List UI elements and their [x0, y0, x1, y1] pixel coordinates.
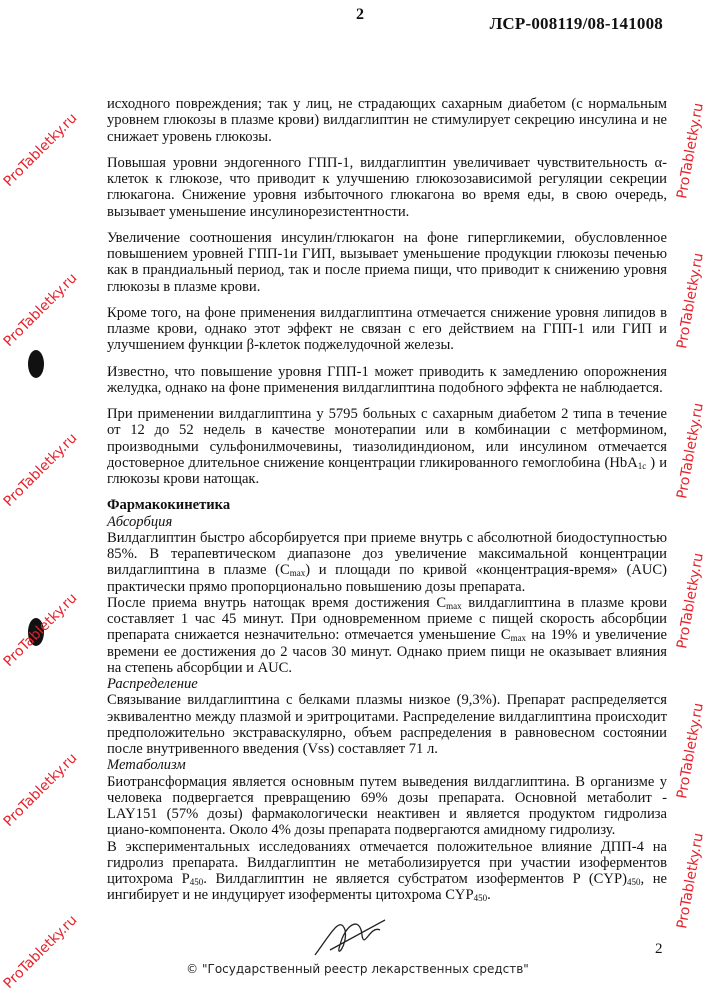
text-run: Повышая уровни эндогенного ГПП-1, вилдаглиптин увеличивает чувствительность α-клеток к глюкозе, что приводит к улучшению глюкозозависимой регуляции секреции глюкагона. Снижение уровня избыточного глюкагона во время еды, в свою очередь, вызывает уменьшение инсулинорезистентности. — [107, 154, 667, 220]
text-run: вилдаглиптина в плазме крови составляет 1 час 45 минут. При одновременном приеме с пищей скорость абсорбции препарата снижается незначительно: отмечается уменьшение C — [107, 594, 668, 644]
text-run: При применении вилдаглиптина у 5795 больных с сахарным диабетом 2 типа в течение от 12 до 52 недель в качестве монотерапии или в комбинации с метформином, производными сульфонилмочевины, тиазолидиндионом, или инсулином отмечается достоверное длительное снижение концентрации гликированного гемоглобина (HbA — [107, 406, 667, 471]
text-run: Метаболизм — [107, 757, 186, 774]
text-run: Биотрансформация является основным путем выведения вилдаглиптина. В организме у человека подвергается превращению 69% дозы препарата. Основной метаболит - LAY151 (57% дозы) фармакологически неактивен и является продуктом гидролиза циано-компонента. Около 4% дозы препарата подвергаются амидному гидролизу. — [107, 773, 667, 839]
text-run: , не ингибирует и не индуцирует изоферменты цитохрома CYP — [107, 871, 667, 904]
scan-hole-mark — [28, 350, 44, 378]
watermark: ProTabletky.ru — [674, 831, 707, 930]
text-run: Распределение — [107, 676, 198, 692]
watermark: ProTabletky.ru — [0, 750, 81, 830]
paragraph — [107, 774, 667, 839]
signature — [310, 905, 390, 960]
paragraph — [107, 406, 667, 487]
watermark: ProTabletky.ru — [0, 110, 81, 190]
section-heading — [107, 497, 667, 513]
text-run: Кроме того, на фоне применения вилдаглиптина отмечается снижение уровня липидов в плазме крови, однако этот эффект не связан с его действием на ГПП-1 или ГИП и улучшением функции β-клеток поджелудочной железы. — [107, 304, 667, 354]
subscript: max — [289, 568, 306, 579]
paragraph — [107, 839, 667, 904]
watermark: ProTabletky.ru — [0, 430, 81, 510]
text-run: Фармакокинетика — [107, 497, 231, 514]
subsection-heading — [107, 514, 667, 530]
text-run: ) и площади по кривой «концентрация-время» (AUC) практически прямо пропорционально повышению дозы препарата. — [107, 562, 667, 595]
paragraph — [107, 230, 667, 295]
subscript: 1c — [637, 460, 647, 471]
text-run: Связывание вилдаглиптина с белками плазмы низкое (9,3%). Препарат распределяется эквивалентно между плазмой и эритроцитами. Распределение вилдаглиптина происходит предположительно экстраваскулярно, объем распределения в равновесном состоянии после внутривенного введения (Vss) составляет 71 л. — [107, 692, 667, 757]
text-run: исходного повреждения; так у лиц, не страдающих сахарным диабетом (с нормальным уровнем глюкозы в плазме крови) вилдаглиптин не стимулирует секрецию инсулина и не снижает уровень глюкозы. — [107, 96, 667, 145]
watermark: ProTabletky.ru — [674, 101, 707, 200]
subsection-heading — [107, 757, 667, 773]
text-run: После приема внутрь натощак время достижения C — [107, 594, 447, 611]
text-run: Увеличение соотношения инсулин/глюкагон на фоне гипергликемии, обусловленное повышением уровней ГПП-1и ГИП, вызывает уменьшение продукции глюкозы печенью как в прандиальный период, так и после приема пищи, что приводит к снижению уровня глюкозы в плазме крови. — [107, 229, 667, 295]
text-run: . Вилдаглиптин не является субстратом изоферментов P (CYP) — [203, 871, 627, 887]
text-run: Вилдаглиптин быстро абсорбируется при приеме внутрь с абсолютной биодоступностью 85%. В терапевтическом диапазоне доз увеличение максимальной концентрации вилдаглиптина в плазме (C — [107, 529, 667, 579]
watermark: ProTabletky.ru — [674, 551, 707, 650]
page-number-top: 2 — [356, 6, 364, 23]
subscript: max — [510, 633, 527, 644]
text-run: Известно, что повышение уровня ГПП-1 может приводить к замедлению опорожнения желудка, однако на фоне применения вилдаглиптина подобного эффекта не наблюдается. — [107, 363, 667, 396]
page-number-bottom: 2 — [655, 941, 663, 957]
watermark: ProTabletky.ru — [674, 701, 707, 800]
paragraph — [107, 364, 667, 397]
copyright-footer: © "Государственный реестр лекарственных средств" — [186, 962, 529, 976]
paragraph — [107, 530, 667, 595]
paragraph — [107, 595, 667, 676]
paragraph — [107, 155, 667, 220]
subscript: 450 — [626, 877, 641, 887]
watermark: ProTabletky.ru — [0, 590, 81, 670]
paragraph — [107, 96, 667, 145]
text-run: В экспериментальных исследованиях отмечается положительное влияние ДПП-4 на гидролиз препарата. Вилдаглиптин не метаболизируется при участии изоферментов цитохрома P — [107, 838, 667, 887]
watermark: ProTabletky.ru — [674, 401, 707, 500]
document-body — [107, 96, 667, 904]
subscript: 450 — [473, 893, 488, 904]
watermark: ProTabletky.ru — [0, 270, 81, 350]
text-run: Абсорбция — [107, 513, 173, 530]
subscript: max — [446, 600, 462, 611]
subsection-heading — [107, 676, 667, 692]
paragraph — [107, 692, 667, 757]
text-run: на 19% и увеличение времени ее достижения до 2 часов 30 минут. Однако прием пищи не оказывает влияния на степень абсорбции и AUC. — [107, 627, 668, 676]
registration-number: ЛСР-008119/08-141008 — [489, 14, 663, 33]
paragraph — [107, 305, 667, 354]
text-run: . — [487, 887, 491, 904]
watermark: ProTabletky.ru — [0, 912, 81, 992]
watermark: ProTabletky.ru — [674, 251, 707, 350]
subscript: 450 — [189, 877, 204, 887]
text-run: ) и глюкозы крови натощак. — [107, 454, 668, 487]
